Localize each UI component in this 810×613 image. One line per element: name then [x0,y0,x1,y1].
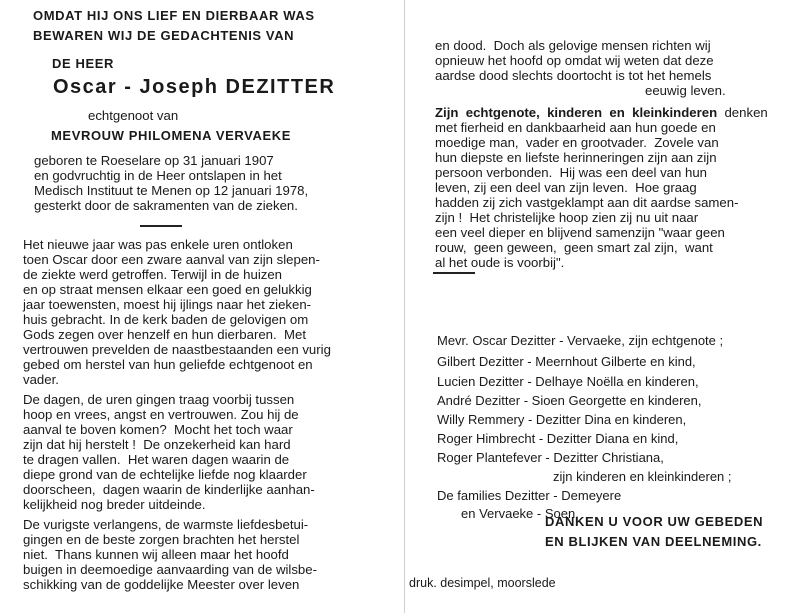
text-line: buigen in deemoedige aanvaarding van de wilsbe- [23,562,317,577]
heir-line: en Vervaeke - Soen. [461,506,579,521]
text-line: kelijkheid nog breder uitdeinde. [23,497,206,512]
title-de-heer: DE HEER [52,56,114,71]
heir-line: Willy Remmery - Dezitter Dina en kinderen, [437,412,687,427]
right-page [405,0,810,613]
thanks-line-2: EN BLIJKEN VAN DEELNEMING. [545,534,762,549]
thanks-emphasis: DANKEN U [545,514,619,529]
text-line: Het nieuwe jaar was pas enkele uren ontloken [23,237,293,252]
text-line: hun diepste en liefste herinneringen zijn aan zijn [435,150,717,165]
text-line: aardse dood slechts doortocht is tot het hemels [435,68,712,83]
text-line: toen Oscar door een zware aanval van zijn slepen- [23,252,320,267]
text-line: eeuwig leven. [645,83,726,98]
heir-line: Roger Himbrecht - Dezitter Diana en kind, [437,431,679,446]
spouse-label: echtgenoot van [88,108,179,123]
text-line: zijn dat hij herstelt ! De onzekerheid kan hard [23,437,291,452]
heir-line: Gilbert Dezitter - Meernhout Gilberte en kind, [437,354,696,369]
text-line: doorscheen, dagen waarin de kinderlijke aanhan- [23,482,315,497]
family-emphasis: Zijn echtgenote, kinderen en kleinkinderen [435,105,718,120]
separator-rule [140,225,182,227]
bio-line: gesterkt door de sakramenten van de zieken. [34,198,298,213]
text-line: de ziekte werd getroffen. Terwijl in de huizen [23,267,283,282]
text-line: gingen en de beste zorgen brachten het herstel [23,532,300,547]
thanks-rest: VOOR UW GEBEDEN [618,514,764,529]
text-line: rouw, geen geween, geen smart zal zijn, want [435,240,713,255]
text-fragment: denken [717,105,768,120]
text-line: De vurigste verlangens, de warmste liefdesbetui- [23,517,309,532]
deceased-name: Oscar - Joseph DEZITTER [53,76,336,98]
text-line: moedige man, vader en grootvader. Zovele van [435,135,719,150]
text-line: aanval te boven komen? Mocht het toch waar [23,422,293,437]
heir-line: Roger Plantefever - Dezitter Christiana, [437,450,664,465]
text-line: en op straat mensen elkaar een goed en gelukkig [23,282,312,297]
text-line: schikking van de goddelijke Meester over leven [23,577,300,592]
heir-line: Lucien Dezitter - Delhaye Noëlla en kinderen, [437,374,699,389]
separator-rule [433,272,475,274]
bio-line: en godvruchtig in de Heer ontslapen in het [34,168,282,183]
text-line: jaar toewensten, moest hij ijlings naar het zieken- [23,297,312,312]
header-line-2: BEWAREN WIJ DE GEDACHTENIS VAN [33,28,295,43]
text-line: hoop en vrees, angst en vertrouwen. Zou hij de [23,407,299,422]
heir-line: De families Dezitter - Demeyere [437,488,622,503]
text-line [435,105,768,120]
bio-line: geboren te Roeselare op 31 januari 1907 [34,153,274,168]
heir-line: André Dezitter - Sioen Georgette en kinderen, [437,393,702,408]
text-line: persoon verbonden. Hij was een deel van hun [435,165,707,180]
text-line: te dragen vallen. Het waren dagen waarin de [23,452,290,467]
text-line: met fierheid en dankbaarheid aan hun goede en [435,120,716,135]
text-line: diepe grond van de echtelijke liefde nog klaarder [23,467,307,482]
heir-line: Mevr. Oscar Dezitter - Vervaeke, zijn echtgenote ; [437,333,724,348]
text-line: hadden zij zich vastgeklampt aan dit aardse samen- [435,195,739,210]
spouse-name: MEVROUW PHILOMENA VERVAEKE [51,128,291,143]
text-line: en dood. Doch als gelovige mensen richten wij [435,38,711,53]
text-line: opnieuw het hoofd op omdat wij weten dat deze [435,53,714,68]
printer-credit: druk. desimpel, moorslede [409,576,556,590]
text-line: vertrouwen prevelden de naastbestaanden een vurig [23,342,331,357]
text-line: leven, zij een deel van zijn leven. Hoe graag [435,180,697,195]
heir-line: zijn kinderen en kleinkinderen ; [553,469,732,484]
text-line: vader. [23,372,59,387]
text-line: gebed om herstel van hun geliefde echtgenoot en [23,357,313,372]
thanks-line-1 [545,514,763,530]
text-line: niet. Thans kunnen wij alleen maar het hoofd [23,547,289,562]
text-line: De dagen, de uren gingen traag voorbij tussen [23,392,295,407]
bio-line: Medisch Instituut te Menen op 12 januari 1978, [34,183,309,198]
text-line: een veel dieper en blijvend samenzijn "waar geen [435,225,725,240]
text-line: huis gebracht. In de kerk baden de gelovigen om [23,312,309,327]
text-line: al het oude is voorbij". [435,255,565,270]
text-line: Gods zegen over henzelf en hun dierbaren. Met [23,327,306,342]
text-line: zijn ! Het christelijke hoop zien zij nu uit naar [435,210,699,225]
header-line-1: OMDAT HIJ ONS LIEF EN DIERBAAR WAS [33,8,315,23]
